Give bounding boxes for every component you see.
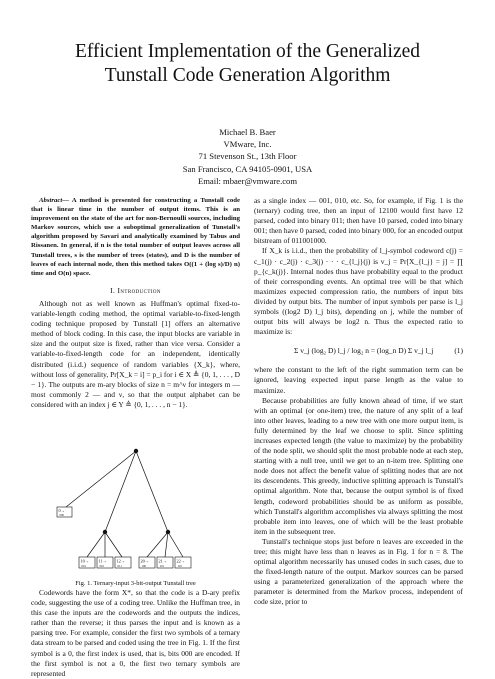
abstract-label: Abstract	[39, 197, 63, 204]
figure-caption: Fig. 1. Ternary-input 3-bit-output Tunstall tree	[75, 580, 196, 587]
left-column-bottom	[31, 588, 240, 679]
right-paragraph-4: Because probabilities are fully known ahead of time, if we start with an optimal (or one-item) tree, the nature of any split of a leaf into other leaves, leading to a new tree with one more output item, is fully determined by the leaf we choose to split. Since splitting increases expected length (the value to maximize) by the probability of the node split, we should split the most probable node at each step, starting with a null tree, until we get to an n-item tree. Splitting one node does not affect the benefit value of splitting nodes that are not its descendents. This greedy, inductive splitting approach is Tunstall's optimal algorithm. Note that, because the output symbol is of fixed length, codeword probabilities should be as uniform as possible, which Tunstall's algorithm accomplishes via always splitting the most probable item into leaves, one of which will be the least probable item in the subsequent tree.	[254, 395, 463, 536]
abstract	[31, 196, 240, 278]
tree-leaf-22	[175, 557, 191, 568]
leaf-21-label: 21→	[158, 558, 168, 564]
section-heading-introduction: I. Introduction	[110, 285, 161, 295]
tree-leaf-12	[115, 557, 131, 568]
tree-leaf-20	[139, 557, 155, 568]
tree-internal-node-1	[103, 530, 107, 534]
leaf-10-label: 10→	[80, 558, 90, 564]
author-block	[0, 126, 495, 187]
equation-number: (1)	[454, 346, 463, 356]
intro-paragraph-2: Codewords have the form X*, so that the code is a D-ary prefix code, suggesting the use of a coding tree. Unlike the Huffman tree, in this case the inputs are the codewords and the outputs the indices, rather than the reverse; it thus parses the input and is known as a parsing tree. For example, consider the first two symbols of a ternary data stream to be parsed and coded using the tree in Fig. 1. If the first symbol is a 0, the first index is used, that is, bits 000 are encoded. If the first symbol is not a 0, the first two ternary symbols are represented	[31, 588, 240, 678]
author-name: Michael B. Baer	[219, 127, 276, 137]
address-line-1: 71 Stevenson St., 13th Floor	[198, 151, 297, 162]
title-line-1: Efficient Implementation of the Generalized	[74, 41, 421, 62]
affiliation: VMware, Inc.	[223, 139, 272, 150]
leaf-20-code: 100	[141, 563, 146, 568]
leaf-21-code: 101	[159, 563, 164, 568]
leaf-20-label: 20→	[140, 558, 150, 564]
right-paragraph-2: If X_k is i.i.d., then the probability of l_j-symbol codeword c(j) = c_1(j) · c_2(j) · c_3(j) · · · c_{l_j}(j) is v_j = Pr[X_{l_j} = j] = ∏ p_{c_k(j)}. Internal nodes thus have probability equal to the product of their corresponding events. An optimal tree will be that which maximizes expected compression ratio, the numbers of input bits divided by output bits. The number of input symbols per parse is l_j symbols ((log2 D) l_j bits), depending on j, while the number of output bits will always be log2 n. Thus the expected ratio to maximize is:	[254, 246, 463, 337]
right-paragraph-1: as a single index — 001, 010, etc. So, for example, if Fig. 1 is the (ternary) coding tree, then an input of 12100 would first have 12 parsed, coded into binary 011; then have 10 parsed, coded into binary 001; then have 0 parsed, coded into binary 000, for an encoded output bitstream of 011001000.	[254, 196, 463, 246]
tunstall-tree-diagram	[31, 447, 240, 575]
tree-leaf-21	[157, 557, 173, 568]
right-column	[254, 196, 463, 608]
left-column	[31, 196, 240, 410]
paper-title	[0, 40, 495, 88]
leaf-11-label: 11→	[98, 558, 107, 564]
leaf-0-code: 000	[59, 513, 64, 517]
leaf-10-code: 001	[81, 563, 86, 568]
equation-body: Σ v_j (log₂ D) l_j / log₂ n = (log_n D) Σ v_j l_j	[294, 346, 434, 356]
leaf-12-label: 12→	[116, 558, 126, 564]
email: Email: mbaer@vmware.com	[197, 175, 298, 186]
leaf-22-code: 110	[177, 563, 182, 568]
address-line-2: San Francisco, CA 94105-0901, USA	[182, 163, 313, 174]
abstract-text: — A method is presented for constructing a Tunstall code that is linear time in the number of output items. This is an improvement on the state of the art for non-Bernoulli sources, including Markov sources, which use a suboptimal generalization of Tunstall's algorithm proposed by Savari and analytically examined by Tabus and Rissanen. In general, if n is the total number of output leaves across all Tunstall trees, s is the number of trees (states), and D is the number of leaves of each internal node, then this method takes O((1 + (log s)/D) n) time and O(n) space.	[31, 197, 240, 277]
tree-leaf-10	[79, 557, 95, 568]
intro-paragraph-1: Although not as well known as Huffman's optimal fixed-to-variable-length coding method, the optimal variable-to-fixed-length coding technique proposed by Tunstall [1] offers an alternative method of block coding. In this case, the input blocks are variable in size and the output size is fixed, rather than vice versa. Consider a variable-to-fixed-length code for an independent, identically distributed (i.i.d.) sequence of random variables {X_k}, where, without loss of generality, Pr[X_k = i] = p_i for i ∈ X ≜ {0, 1, . . . , D − 1}. The outputs are m-ary blocks of size n = m^ν for integers m — most commonly 2 — and ν, so that the output alphabet can be considered with an index j ∈ Y ≜ {0, 1, . . . , n − 1}.	[31, 298, 240, 409]
tree-leaf-11	[97, 557, 113, 568]
leaf-12-code: 011	[117, 563, 122, 568]
title-line-2: Tunstall Code Generation Algorithm	[104, 65, 391, 86]
tree-internal-node-2	[166, 530, 170, 534]
equation-1	[254, 337, 463, 365]
figure-1	[31, 447, 240, 587]
leaf-22-label: 22→	[176, 558, 186, 564]
right-paragraph-5: Tunstall's technique stops just before n leaves are exceeded in the tree; this might have less than n leaves as in Fig. 1 for n = 8. The optimal algorithm necessarily has unused codes in such cases, due to the fixed-length nature of the output. Markov sources can be parsed using a parameterized generalization of the approach where the parameter is determined from the Markov process, independent of code size, prior to	[254, 536, 463, 607]
leaf-0-label: 0→	[58, 508, 65, 513]
leaf-11-code: 010	[99, 563, 104, 568]
right-paragraph-3: where the constant to the left of the right summation term can be ignored, leaving expected input parse length as the value to maximize.	[254, 365, 463, 395]
